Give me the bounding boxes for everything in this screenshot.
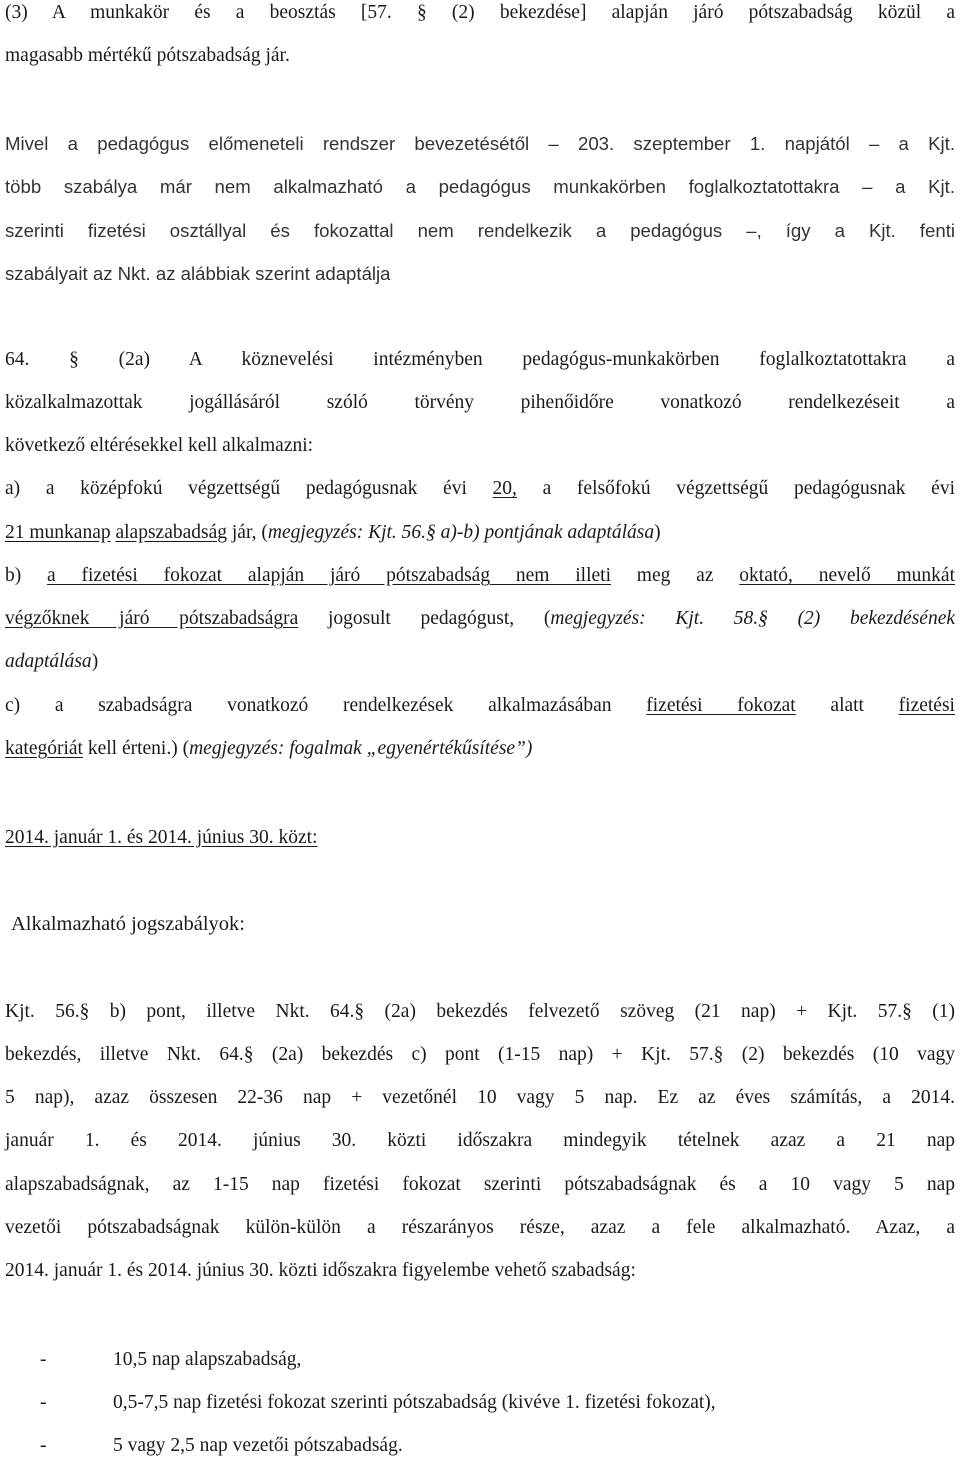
period-heading: [5, 825, 955, 851]
intro-line: [5, 174, 955, 200]
point-a-line: [5, 520, 955, 546]
body-line: [5, 999, 955, 1025]
text: alatt: [795, 695, 899, 716]
point-b-line: [5, 606, 955, 632]
intro-line: [5, 261, 955, 287]
underlined-text: 21 munkanap: [5, 522, 111, 543]
point-b-line: [5, 649, 955, 675]
heading-text: 2014. január 1. és 2014. június 30. közt:: [5, 827, 318, 848]
body-line: [5, 1258, 955, 1284]
text: következő eltérésekkel kell alkalmazni:: [5, 435, 314, 456]
text: szabályait az Nkt. az alábbiak szerint adaptálja: [5, 263, 391, 284]
list-item-text: 5 vagy 2,5 nap vezetői pótszabadság.: [113, 1435, 403, 1456]
text: 2014. január 1. és 2014. június 30. közti időszakra figyelembe vehető szabadság:: [5, 1260, 636, 1281]
text: január 1. és 2014. június 30. közti időszakra mindegyik tételnek azaz a 21 nap: [5, 1130, 955, 1151]
underlined-text: 20,: [492, 478, 517, 499]
text: ): [91, 651, 99, 672]
paragraph-line: [5, 0, 955, 26]
paragraph-line: [5, 43, 955, 69]
dash-bullet: -: [40, 1435, 47, 1456]
dash-bullet: -: [40, 1392, 47, 1413]
body-line: [5, 1128, 955, 1154]
italic-note: adaptálása: [5, 651, 92, 672]
text: a) a középfokú végzettségű pedagógusnak évi: [5, 478, 493, 499]
underlined-text: a fizetési fokozat alapján járó pótszabadság nem illeti: [47, 565, 611, 586]
text: (3) A munkakör és a beosztás [57. § (2) bekezdése] alapján járó pótszabadság közül a: [5, 2, 955, 23]
text: ): [654, 522, 661, 543]
italic-note: megjegyzés: fogalmak „egyenértékűsítése”): [189, 738, 533, 759]
text: szerinti fizetési osztállyal és fokozattal nem rendelkezik a pedagógus –, így a Kjt. fenti: [5, 220, 955, 241]
point-a-line: [5, 476, 955, 502]
section-line: [5, 390, 955, 416]
underlined-text: alapszabadság: [115, 522, 228, 543]
applicable-heading: [11, 911, 960, 937]
list-item-text: 10,5 nap alapszabadság,: [113, 1349, 302, 1370]
point-b-line: [5, 563, 955, 589]
text: alapszabadságnak, az 1-15 nap fizetési fokozat szerinti pótszabadságnak és a 10 vagy 5 nap: [5, 1174, 955, 1195]
text: c) a szabadságra vonatkozó rendelkezések alkalmazásában: [5, 695, 647, 716]
text: Mivel a pedagógus előmeneteli rendszer bevezetésétől – 203. szeptember 1. napjától – a Kjt.: [5, 133, 955, 154]
point-c-line: [5, 693, 955, 719]
text: magasabb mértékű pótszabadság jár.: [5, 45, 290, 66]
list-item-text: 0,5-7,5 nap fizetési fokozat szerinti pótszabadság (kivéve 1. fizetési fokozat),: [113, 1392, 716, 1413]
text: vezetői pótszabadságnak külön-külön a részarányos része, azaz a fele alkalmazható. Azaz, a: [5, 1217, 955, 1238]
italic-note: megjegyzés: Kjt. 56.§ a)-b) pontjának adaptálása: [267, 522, 655, 543]
text: a felsőfokú végzettségű pedagógusnak évi: [516, 478, 955, 499]
body-line: [5, 1042, 955, 1068]
text: jogosult pedagógust, (: [298, 608, 551, 629]
underlined-text: végzőknek járó pótszabadságra: [5, 608, 299, 629]
underlined-text: fizetési: [898, 695, 955, 716]
text: közalkalmazottak jogállásáról szóló törvény pihenőidőre vonatkozó rendelkezéseit a: [5, 392, 955, 413]
heading-text: Alkalmazható jogszabályok:: [11, 913, 245, 935]
section-line: [5, 433, 955, 459]
body-line: [5, 1215, 955, 1241]
intro-line: [5, 131, 955, 157]
body-line: [5, 1085, 955, 1111]
underlined-text: oktató, nevelő munkát: [739, 565, 955, 586]
text: meg az: [611, 565, 740, 586]
text: 5 nap), azaz összesen 22-36 nap + vezetőnél 10 vagy 5 nap. Ez az éves számítás, a 2014.: [5, 1087, 955, 1108]
underlined-text: fizetési fokozat: [646, 695, 796, 716]
underlined-text: kategóriát: [5, 738, 83, 759]
text: b): [5, 565, 48, 586]
text: jár, (: [227, 522, 268, 543]
point-c-line: [5, 736, 955, 762]
intro-line: [5, 218, 955, 244]
text: bekezdés, illetve Nkt. 64.§ (2a) bekezdés c) pont (1-15 nap) + Kjt. 57.§ (2) bekezdés (10 vagy: [5, 1044, 955, 1065]
text: több szabálya már nem alkalmazható a pedagógus munkakörben foglalkoztatottakra – a Kjt.: [5, 176, 955, 197]
section-line: [5, 347, 955, 373]
text: Kjt. 56.§ b) pont, illetve Nkt. 64.§ (2a) bekezdés felvezető szöveg (21 nap) + Kjt. 57.§ (1): [5, 1001, 955, 1022]
text: kell érteni.) (: [82, 738, 190, 759]
text: 64. § (2a) A köznevelési intézményben pedagógus-munkakörben foglalkoztatottakra a: [5, 349, 955, 370]
italic-note: megjegyzés: Kjt. 58.§ (2) bekezdésének: [550, 608, 956, 629]
dash-bullet: -: [40, 1349, 47, 1370]
body-line: [5, 1172, 955, 1198]
